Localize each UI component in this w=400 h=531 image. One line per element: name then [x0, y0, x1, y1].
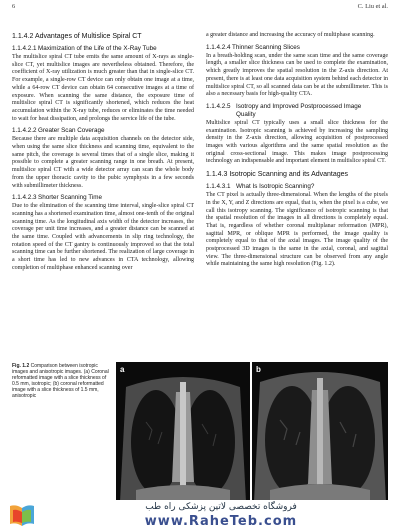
- section-heading-isotropic-scanning: 1.1.4.3 Isotropic Scanning and its Advantages: [206, 171, 349, 179]
- coronal-ct-scan-a: [116, 362, 250, 502]
- paragraph-scan-coverage: Because there are multiple data acquisition channels on the detector side, when using the same slice thickness and scanning time, equivalent to the same pitch, the coverage is several times that of a single slice, making it possible to complete a greater scanning range in one breath. At present, multislice spiral CT with a wide detector array can scan the whole body from the upper thoracic cavity to the pubic symphysis in a few seconds with submillimeter thickness.: [12, 136, 194, 189]
- coronal-ct-scan-b: [252, 362, 388, 502]
- subsection-heading-tube-life: 1.1.4.2.1Maximization of the Life of the X-Ray Tube: [12, 45, 157, 52]
- page-header: [12, 3, 388, 15]
- section-heading-advantages: 1.1.4.2 Advantages of Multislice Spiral CT: [12, 33, 142, 40]
- paragraph-scan-time: Due to the elimination of the scanning time interval, single-slice spiral CT scanning has a shortened examination time, almost one-tenth of the original scanning time. As the longitudinal axis width of the detector increases, the coverage per unit time increases, and a greater distance can be scanned at the same time. Coupled with advancements in slip ring technology, the rotation speed of the CT gantry is continuously improved so that the total scanning time can be further shortened. The realization of large coverage in a short time has led to new advances in CTA technology, allowing completion of multiphase enhanced scanning over: [12, 203, 194, 271]
- book-logo-icon: [8, 502, 36, 528]
- paragraph-tube-life: The multislice spiral CT tube emits the same amount of X-rays as single-slice CT, yet multislice images are nevertheless obtained. Therefore, the coefficient of X-ray utilization is much greater than that in single-slice CT. For example, a single-row CT device can only obtain one image at a time, while a 64-row CT device can obtain 64 consecutive images at a time of exposure. When scanning the same distance, the exposure time of multislice spiral CT is significantly shortened, which reduces the heat accumulation within the X-ray tube, reduces or eliminates the time needed to wait for heat dissipation, and prolongs the service life of the tube.: [12, 54, 194, 122]
- paragraph-what-is-isotropic: The CT pixel is actually three-dimensional. When the lengths of the pixels in the X, Y, and Z directions are equal, that is, when the pixel is a cube, we call this isotropy scanning. The significance of isotropic scanning is that the spatial resolution of the images in all directions is completely equal. That is, regardless of whether coronal multiplanar reformation (MPR), sagittal MPR, or oblique MPR is performed, the image quality is completely equal to that of the axial images. The image quality of the postprocessed 3D images is the same in the axial, coronal, and sagittal view. The three-dimensional structure can be observed from any angle while maintaining the same high resolution (Fig. 1.2).: [206, 192, 388, 268]
- subsection-heading-isotropy: 1.1.4.2.5 Isotropy and Improved Postprocessed Image Quality: [206, 102, 362, 118]
- watermark-url: www.RaheTeb.com: [144, 514, 298, 529]
- figure-caption-text: Comparison between isotropic images and anisotropic images. (a) Coronal reformatted image with a slice thickness of 0.5 mm, isotropic; (b) coronal reformatted image with a slice thickness of 1.5 mm, anisotropic: [12, 363, 109, 400]
- panel-label-a: a: [120, 365, 125, 374]
- left-column: [12, 32, 194, 277]
- figure-label: Fig. 1.2: [12, 363, 30, 369]
- paragraph-thinner-slices: In a breath-holding scan, under the same scan time and the same coverage length, a smaller slice thickness can be used to complete the examination, which greatly improves the spatial resolution in the Z-axis direction. At present, there is at least one data acquisition system behind each detector in multislice spiral CT, so all scanned data can be at the submillimeter. This is also a necessary basis for high-quality CTA.: [206, 52, 388, 98]
- paragraph-continued: a greater distance and increasing the accuracy of multiphase scanning.: [206, 32, 375, 38]
- ct-image-isotropic: [116, 362, 250, 502]
- running-author: C. Liu et al.: [357, 3, 388, 10]
- panel-label-b: b: [256, 365, 261, 374]
- paragraph-isotropy: Multislice spiral CT typically uses a small slice thickness for the examination. Isotropic scanning is achieved by increasing the sampling density in the Z-axis direction, allowing acquisition of postprocessed images with various algorithms and the same spatial resolution as the original cross-sectional image. This makes image postprocessing technology an indispensable and important element in multislice spiral CT.: [206, 119, 388, 165]
- page-number: 6: [12, 3, 16, 10]
- ct-image-anisotropic: [252, 362, 388, 502]
- subsection-heading-what-is-isotropic: 1.1.4.3.1 What Is Isotropic Scanning?: [206, 183, 315, 191]
- figure-caption: [12, 363, 110, 400]
- subsection-heading-scan-time: 1.1.4.2.3Shorter Scanning Time: [12, 194, 103, 202]
- subsection-heading-thinner-slices: 1.1.4.2.4Thinner Scanning Slices: [206, 43, 300, 51]
- subsection-heading-scan-coverage: 1.1.4.2.2Greater Scan Coverage: [12, 127, 105, 135]
- watermark-persian-text: فروشگاه تخصصی لاتین پزشکی راه طب: [145, 502, 297, 512]
- watermark-banner: [0, 500, 400, 531]
- figure-1-2: [12, 362, 388, 510]
- right-column: [206, 32, 388, 273]
